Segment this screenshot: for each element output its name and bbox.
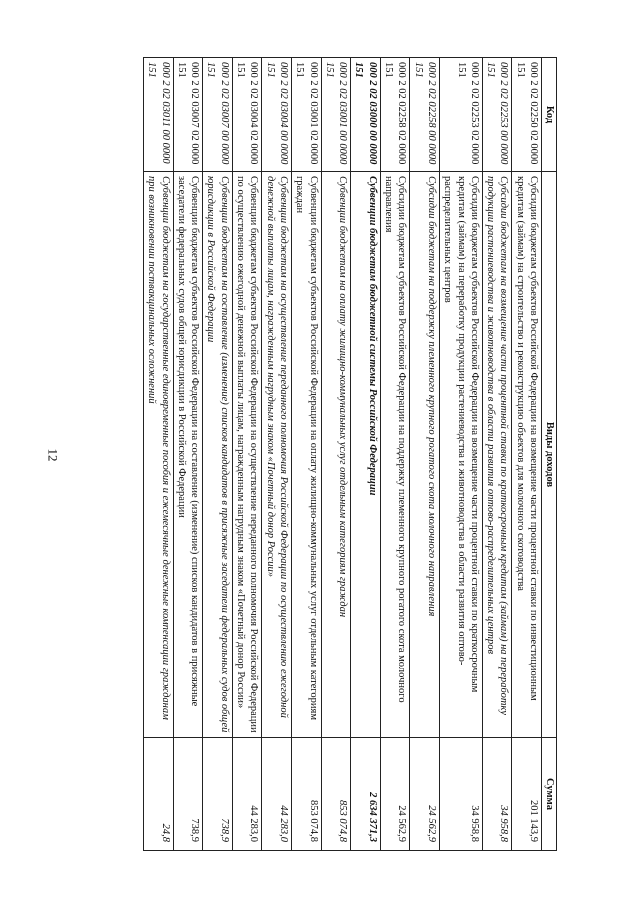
table-row [203, 58, 233, 851]
header-sum: Сумма [542, 738, 557, 851]
row-sum: 738,9 [203, 738, 233, 851]
row-name: Субвенции бюджетам на государственные единовременные пособия и ежемесячные денежные компенсации гражданам при возникновении поствакцинальных осложнений [143, 172, 173, 738]
row-name: Субсидии бюджетам субъектов Российской Федерации на возмещение части процентной ставки по краткосрочным кредитам (займам) на переработку продукции растениеводства и животноводства в области развития оптово-распределительных центров [439, 172, 482, 738]
revenue-table [143, 57, 557, 851]
table-row [482, 58, 512, 851]
row-sum: 201 143,9 [512, 738, 542, 851]
row-sum: 2 634 371,3 [351, 738, 381, 851]
row-name: Субвенции бюджетам субъектов Российской Федерации на составление (изменение) списков кандидатов в присяжные заседатели федеральных судов общей юрисдикции в Российской Федерации [173, 172, 203, 738]
row-name: Субвенции бюджетам на оплату жилищно-коммунальных услуг отдельным категориям граждан [321, 172, 351, 738]
row-name: Субвенции бюджетам бюджетной системы Российской Федерации [351, 172, 381, 738]
table-row [321, 58, 351, 851]
row-name: Субвенции бюджетам на составление (изменение) списков кандидатов в присяжные заседатели федеральных судов общей юрисдикции в Российской Федерации [203, 172, 233, 738]
row-sum: 853 074,8 [321, 738, 351, 851]
table-row [262, 58, 292, 851]
table-row [512, 58, 542, 851]
row-sum: 24 562,9 [380, 738, 410, 851]
table-row [173, 58, 203, 851]
rotated-revenue-table-container [87, 57, 557, 850]
header-code: Код [542, 58, 557, 172]
page-number: 12 [45, 448, 61, 462]
table-body [143, 58, 541, 851]
row-sum: 24 562,9 [410, 738, 440, 851]
row-code: 000 2 02 03011 00 0000 151 [143, 58, 173, 172]
row-name: Субвенции бюджетам субъектов Российской Федерации на осуществление переданного полномочия Российской Федерации по осуществлению ежегодной денежной выплаты лицам, награжденным нагрудным знаком «Почетный донор России» [232, 172, 262, 738]
row-code: 000 2 02 02258 00 0000 151 [410, 58, 440, 172]
row-code: 000 2 02 03001 00 0000 151 [321, 58, 351, 172]
row-sum: 24,8 [143, 738, 173, 851]
row-sum: 44 283,0 [262, 738, 292, 851]
table-header-row [542, 58, 557, 851]
row-code: 000 2 02 03004 02 0000 151 [232, 58, 262, 172]
table-row [351, 58, 381, 851]
row-name: Субсидии бюджетам на поддержку племенного крупного рогатого скота молочного направления [410, 172, 440, 738]
row-name: Субсидии бюджетам на возмещение части процентной ставки по краткосрочным кредитам (займам) на переработку продукции растениеводства и животноводства в области развития оптово-распределительных центров [482, 172, 512, 738]
row-code: 000 2 02 03007 00 0000 151 [203, 58, 233, 172]
table-row [439, 58, 482, 851]
row-code: 000 2 02 03004 00 0000 151 [262, 58, 292, 172]
row-sum: 44 283,0 [232, 738, 262, 851]
row-name: Субвенции бюджетам на осуществление переданного полномочия Российской Федерации по осуществлению ежегодной денежной выплаты лицам, награжденным нагрудным знаком «Почетный донор России» [262, 172, 292, 738]
row-name: Субсидии бюджетам субъектов Российской Федерации на возмещение части процентной ставки по инвестиционным кредитам (займам) на строительство и реконструкцию объектов для молочного скотоводства [512, 172, 542, 738]
row-name: Субсидии бюджетам субъектов Российской Федерации на поддержку племенного крупного рогатого скота молочного направления [380, 172, 410, 738]
table-row [380, 58, 410, 851]
row-code: 000 2 02 02258 02 0000 151 [380, 58, 410, 172]
row-sum: 34 958,8 [439, 738, 482, 851]
row-code: 000 2 02 03000 00 0000 151 [351, 58, 381, 172]
row-code: 000 2 02 02253 00 0000 151 [482, 58, 512, 172]
table-row [232, 58, 262, 851]
table-row [410, 58, 440, 851]
row-sum: 34 958,8 [482, 738, 512, 851]
row-code: 000 2 02 03001 02 0000 151 [291, 58, 321, 172]
row-name: Субвенции бюджетам субъектов Российской Федерации на оплату жилищно-коммунальных услуг отдельным категориям граждан [291, 172, 321, 738]
row-sum: 738,9 [173, 738, 203, 851]
row-code: 000 2 02 02250 02 0000 151 [512, 58, 542, 172]
table-row [291, 58, 321, 851]
table-row [143, 58, 173, 851]
row-sum: 853 074,8 [291, 738, 321, 851]
row-code: 000 2 02 03007 02 0000 151 [173, 58, 203, 172]
row-code: 000 2 02 02253 02 0000 151 [439, 58, 482, 172]
header-name: Виды доходов [542, 172, 557, 738]
